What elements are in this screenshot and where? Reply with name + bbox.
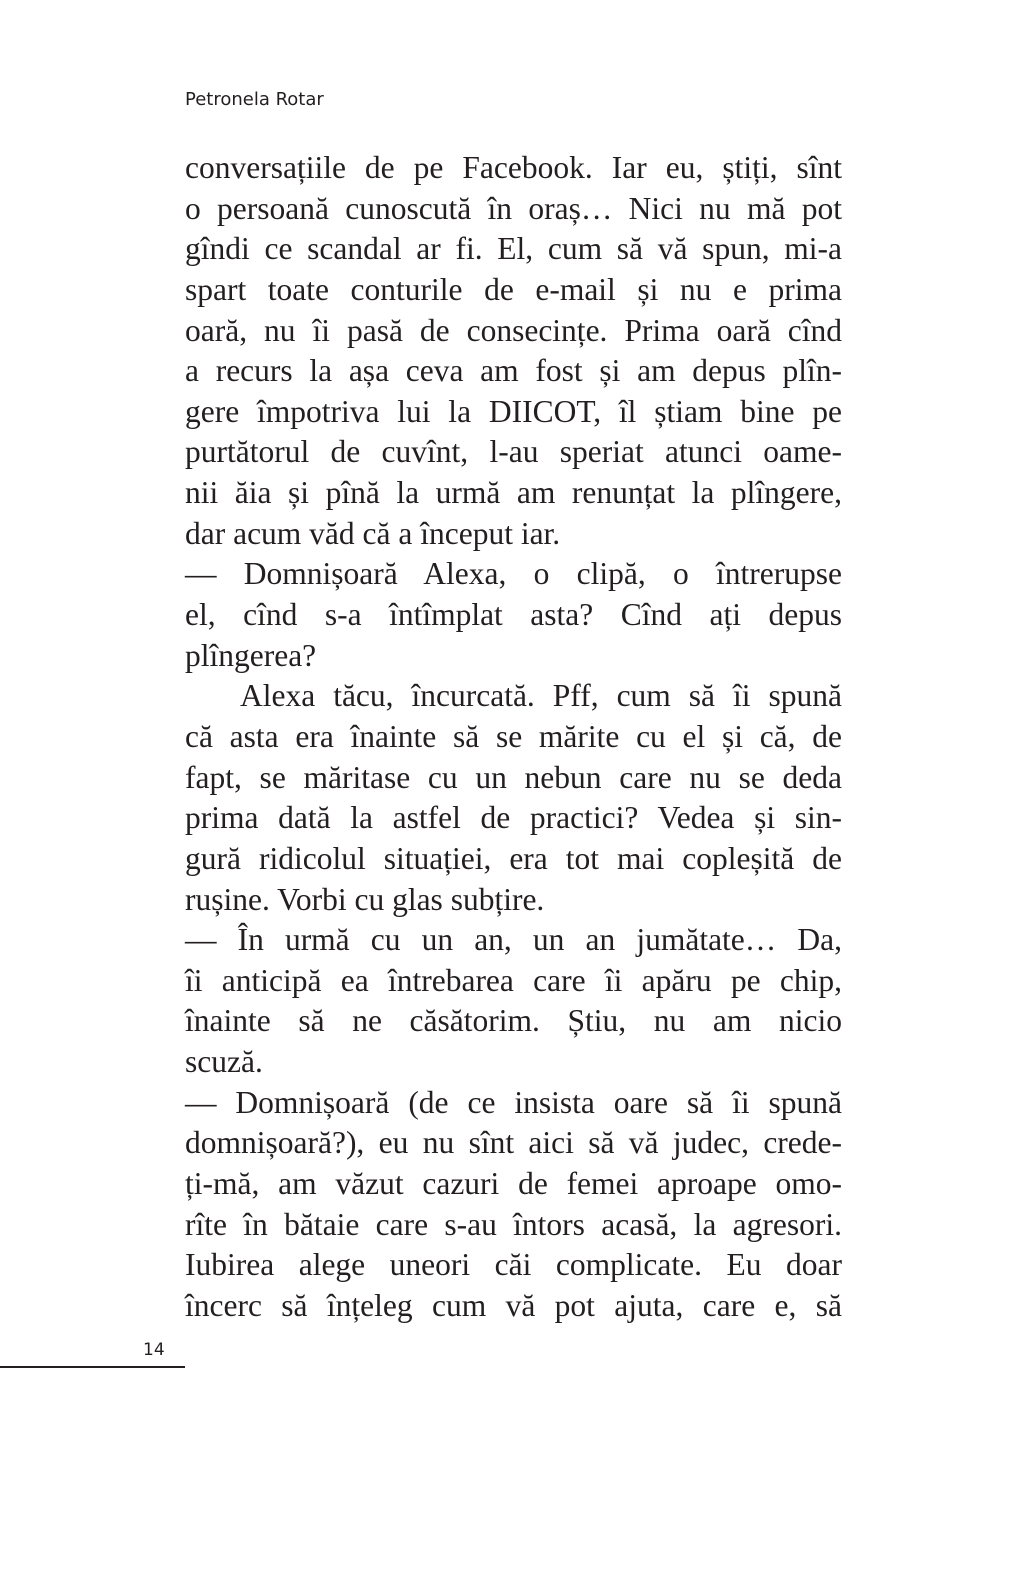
text-line: conversațiile de pe Facebook. Iar eu, știți, sînt <box>185 150 842 185</box>
text-line: înainte să ne căsătorim. Știu, nu am nicio <box>185 1003 842 1039</box>
running-head-author: Petronela Rotar <box>185 89 324 110</box>
text-line: nii ăia și pînă la urmă am renunțat la plîngere, <box>185 475 842 511</box>
text-line: purtătorul de cuvînt, l-au speriat atunci oame- <box>185 434 842 470</box>
text-line: ți-mă, am văzut cazuri de femei aproape omo- <box>185 1166 842 1202</box>
body-text <box>185 148 842 1327</box>
text-line: îi anticipă ea întrebarea care îi apăru pe chip, <box>185 962 842 998</box>
text-line: scuză. <box>185 1044 263 1080</box>
text-line: gîndi ce scandal ar fi. El, cum să vă spun, mi-a <box>185 231 842 267</box>
text-line: a recurs la așa ceva am fost și am depus plîn- <box>185 353 842 389</box>
text-line: — Domnișoară Alexa, o clipă, o întrerupse <box>185 556 842 592</box>
text-line: gură ridicolul situației, era tot mai copleșită de <box>185 840 842 876</box>
text-line: spart toate conturile de e-mail și nu e prima <box>185 271 842 307</box>
text-line: dar acum văd că a început iar. <box>185 515 561 551</box>
text-line: — Domnișoară (de ce insista oare să îi spună <box>185 1084 842 1120</box>
text-line: încerc să înțeleg cum vă pot ajuta, care e, să <box>185 1287 842 1323</box>
footer-rule <box>0 1366 185 1368</box>
text-line: gere împotriva lui la DIICOT, îl știam bine pe <box>185 393 842 429</box>
text-line: domnișoară?), eu nu sînt aici să vă judec, crede- <box>185 1125 842 1161</box>
text-line: el, cînd s-a întîmplat asta? Cînd ați depus <box>185 597 842 633</box>
text-line: că asta era înainte să se mărite cu el și că, de <box>185 718 842 754</box>
text-line: fapt, se măritase cu un nebun care nu se deda <box>185 759 842 795</box>
text-line: — În urmă cu un an, un an jumătate… Da, <box>185 922 842 958</box>
text-line: prima dată la astfel de practici? Vedea și sin- <box>185 800 842 836</box>
text-line: Alexa tăcu, încurcată. Pff, cum să îi spună <box>240 678 842 714</box>
text-line: plîngerea? <box>185 637 317 673</box>
page-number: 14 <box>143 1340 165 1360</box>
text-line: Iubirea alege uneori căi complicate. Eu doar <box>185 1247 842 1283</box>
text-line: o persoană cunoscută în oraș… Nici nu mă pot <box>185 190 842 226</box>
text-line: oară, nu îi pasă de consecințe. Prima oară cînd <box>185 312 842 348</box>
text-line: rîte în bătaie care s-au întors acasă, la agresori. <box>185 1206 842 1242</box>
text-line: rușine. Vorbi cu glas subțire. <box>185 881 545 917</box>
